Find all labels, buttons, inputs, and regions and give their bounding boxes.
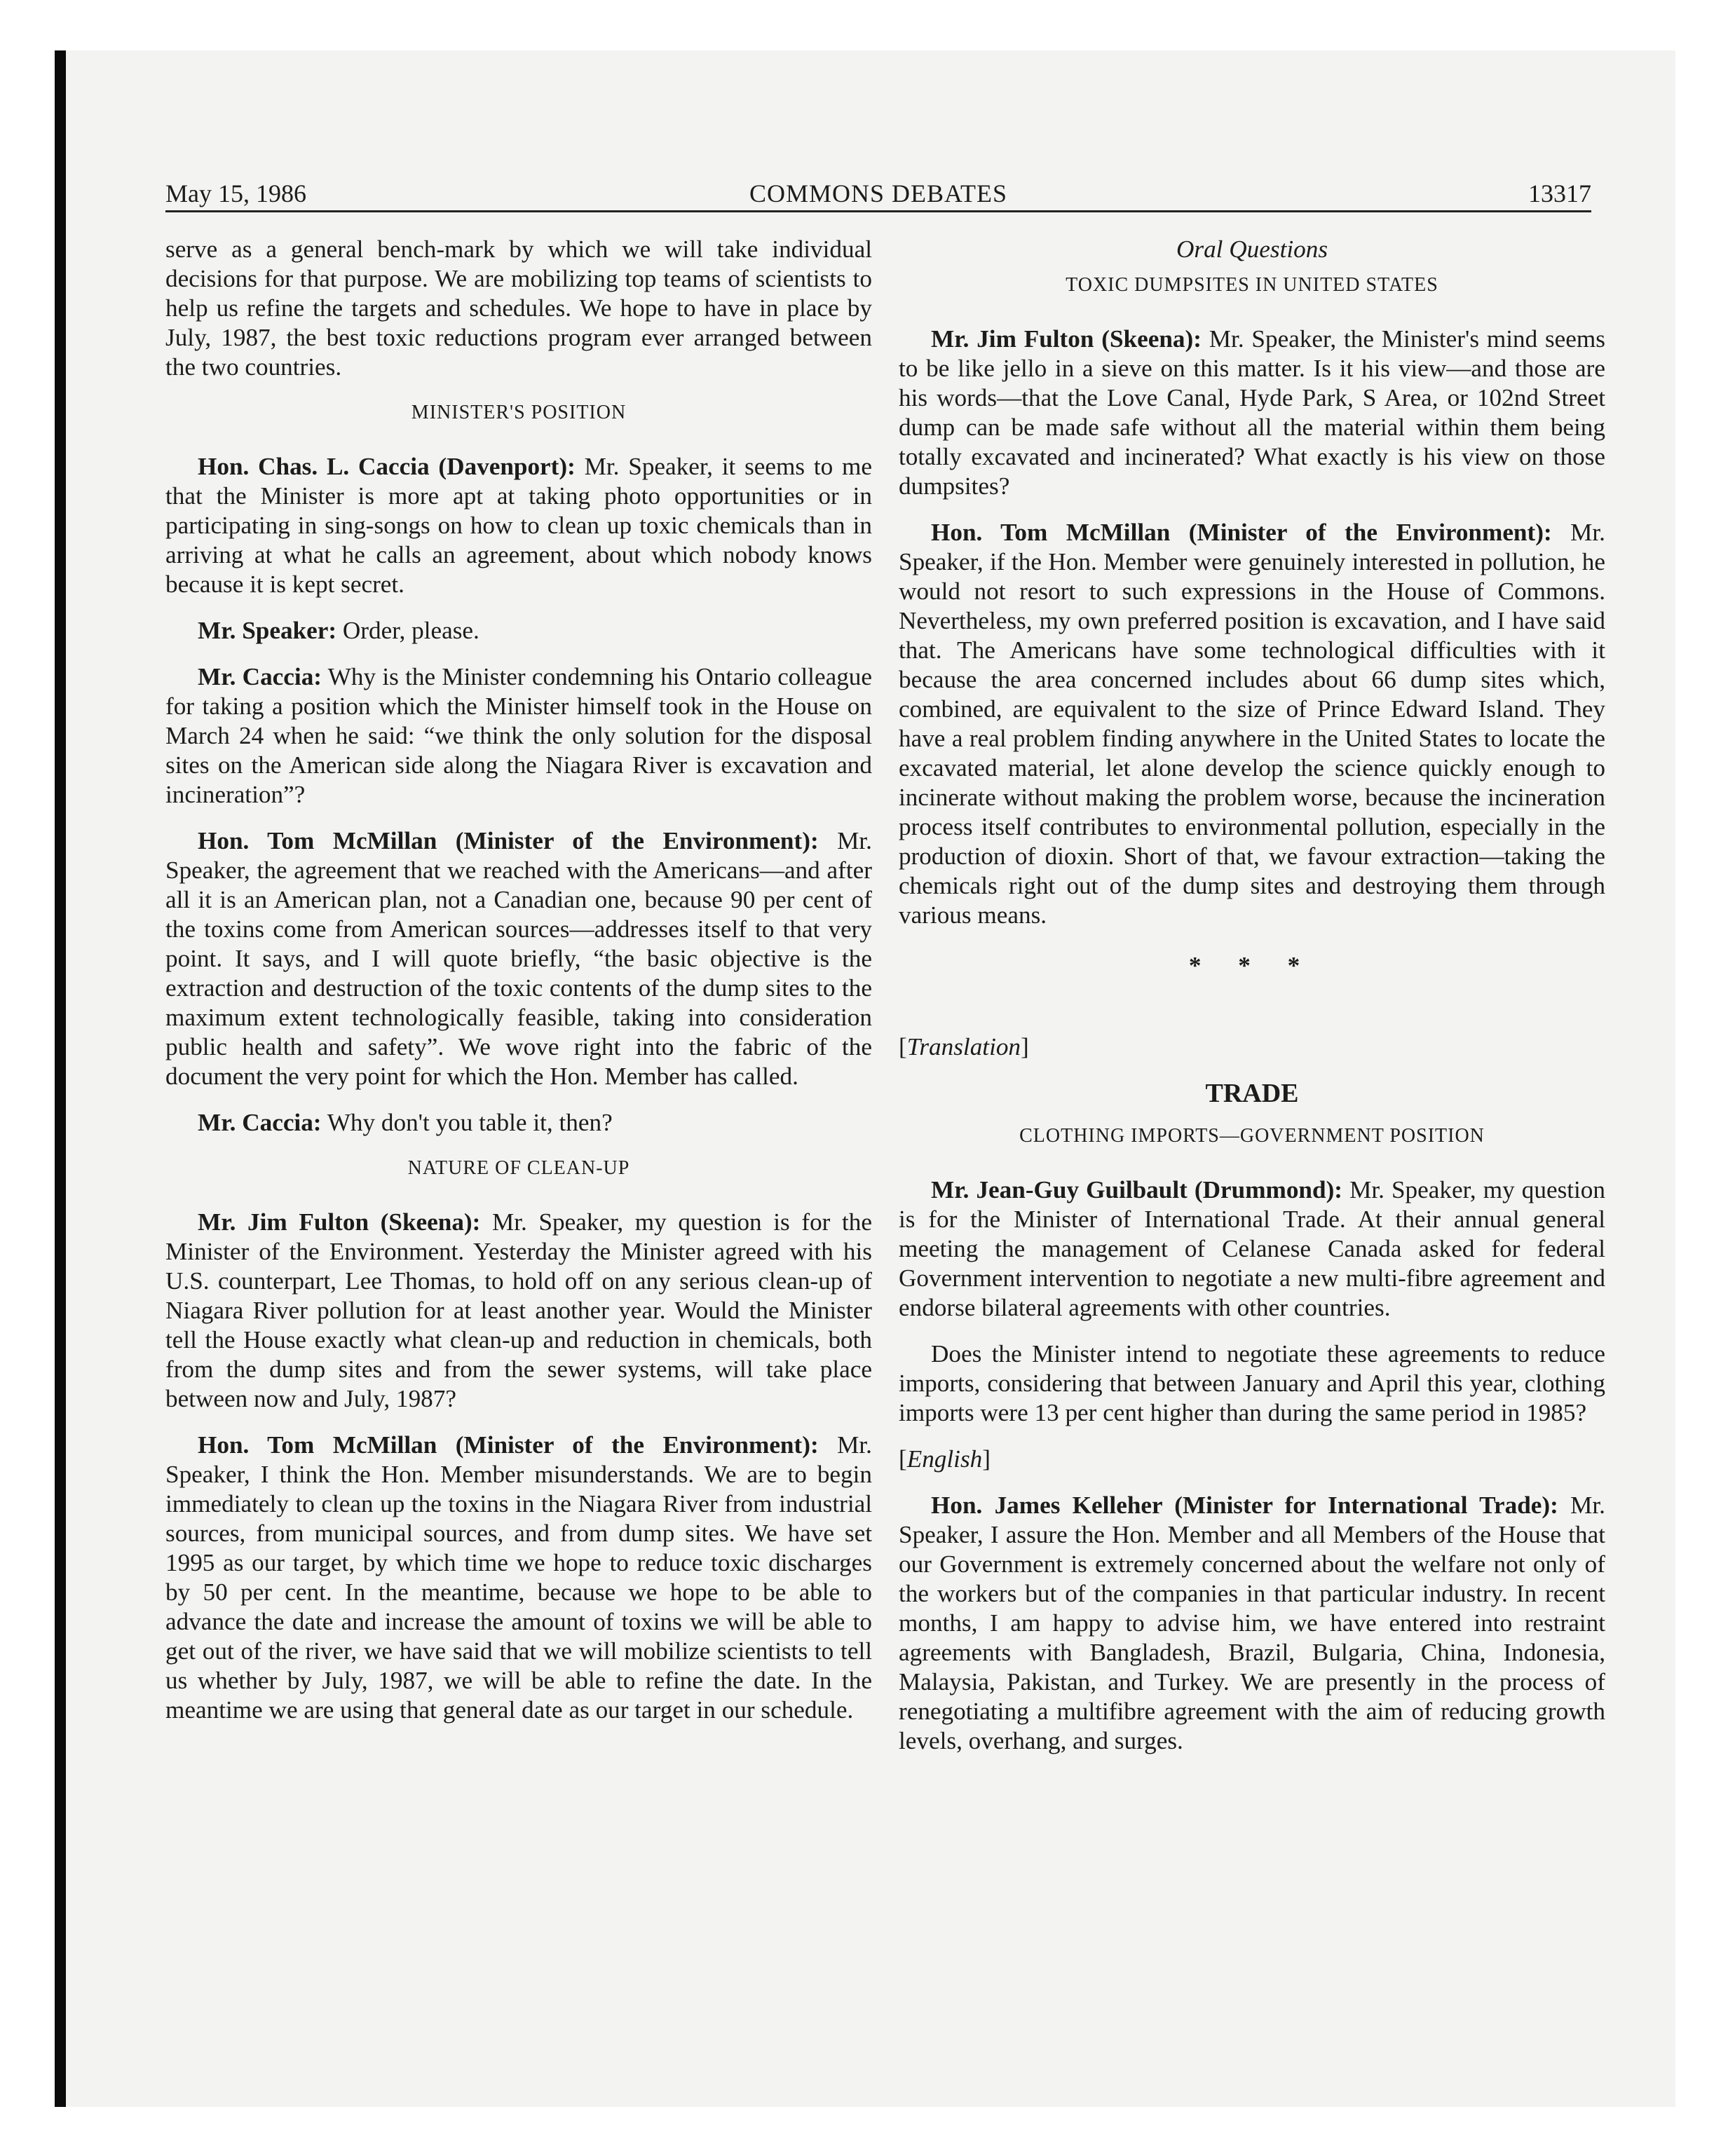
paragraph-caccia-1	[165, 452, 872, 599]
paragraph-kelleher	[899, 1491, 1605, 1756]
header-date: May 15, 1986	[165, 179, 306, 207]
speaker-name: Hon. Tom McMillan (Minister of the Environment):	[198, 1431, 819, 1459]
header-page-number: 13317	[1528, 179, 1591, 207]
speech-text: Order, please.	[336, 617, 479, 644]
speech-text: Why is the Minister condemning his Ontario colleague for taking a position which the Minister himself took in the House on March 24 when he said: “we think the only solution for the disposal sites on the American side along the Niagara River is excavation and incineration”?	[165, 663, 872, 808]
paragraph-fulton-2	[899, 325, 1605, 501]
subheading-ministers-position: MINISTER'S POSITION	[411, 402, 627, 423]
speech-text: Mr. Speaker, my question is for the Minister of the Environment. Yesterday the Minister agreed with his U.S. counterpart, Lee Thomas, to hold off on any serious clean-up of Niagara River pollution for at least another year. Would the Minister tell the House exactly what clean-up and reduction in chemicals, both from the dump sites and from the sewer systems, will take place between now and July, 1987?	[165, 1208, 872, 1412]
speaker-name: Hon. James Kelleher (Minister for International Trade):	[931, 1492, 1558, 1519]
binding-edge	[55, 50, 66, 2107]
speaker-name: Mr. Caccia:	[198, 663, 322, 690]
paragraph-mcmillan-3	[899, 518, 1605, 930]
speaker-name: Hon. Chas. L. Caccia (Davenport):	[198, 453, 576, 480]
paragraph-mcmillan-1	[165, 826, 872, 1091]
subheading-nature-of-cleanup: NATURE OF CLEAN-UP	[407, 1157, 630, 1179]
speech-text: Mr. Speaker, the Minister's mind seems to be like jello in a sieve on this matter. Is it his view—and those are his words—that the Love Canal, Hyde Park, S Area, or 102nd Street dump can be made safe without all the material within them being totally excavated and incinerated? What exactly is his view on those dumpsites?	[899, 325, 1605, 500]
speech-text: Mr. Speaker, my question is for the Minister of International Trade. At their annual general meeting the management of Celanese Canada asked for federal Government intervention to negotiate a new multi-fibre agreement and endorse bilateral agreements with other countries.	[899, 1176, 1605, 1321]
paragraph-mcmillan-2	[165, 1431, 872, 1725]
subject-heading-trade: TRADE	[1205, 1079, 1299, 1108]
paragraph-guilbault-2: Does the Minister intend to negotiate these agreements to reduce imports, considering that between January and April this year, clothing imports were 13 per cent higher than during the same period in 1985?	[899, 1340, 1605, 1426]
section-title-oral-questions: Oral Questions	[1176, 236, 1328, 263]
translation-tag: [Translation]	[899, 1033, 1029, 1060]
paragraph-guilbault-1	[899, 1175, 1605, 1323]
running-head	[165, 175, 1591, 212]
speech-text: Mr. Speaker, if the Hon. Member were genuinely interested in pollution, he would not resort to such expressions in the House of Commons. Nevertheless, my own preferred position is excavation, and I have said that. The Americans have some technological difficulties with it because the area concerned includes about 66 dump sites which, combined, are equivalent to the size of Prince Edward Island. They have a real problem finding anywhere in the United States to locate the excavated material, let alone develop the science quickly enough to incinerate without making the problem worse, because the incineration process itself contributes to environmental pollution, especially in the production of dioxin. Short of that, we favour extraction—taking the chemicals right out of the dump sites and destroying them through various means.	[899, 519, 1605, 929]
speech-text: Mr. Speaker, I think the Hon. Member misunderstands. We are to begin immediately to clean up the toxins in the Niagara River from industrial sources, from municipal sources, and from dump sites. We have set 1995 as our target, by which time we hope to reduce toxic discharges by 50 per cent. In the meantime, because we hope to be able to advance the date and increase the amount of toxins we will be able to get out of the river, we have said that we will mobilize scientists to tell us whether by July, 1987, we will be able to refine the date. In the meantime we are using that general date as our target in our schedule.	[165, 1431, 872, 1724]
subheading-toxic-dumpsites: TOXIC DUMPSITES IN UNITED STATES	[1066, 274, 1438, 296]
speaker-name: Mr. Jim Fulton (Skeena):	[931, 325, 1202, 353]
paragraph-caccia-2	[165, 662, 872, 810]
english-label: English	[906, 1445, 983, 1473]
speech-text: Mr. Speaker, I assure the Hon. Member and all Members of the House that our Government is extremely concerned about the welfare not only of the workers but of the companies in that particular industry. In recent months, I am happy to advise him, we have entered into restraint agreements with Bangladesh, Brazil, Bulgaria, China, Indonesia, Malaysia, Pakistan, and Turkey. We are presently in the process of renegotiating a multifibre agreement with the aim of reducing growth levels, overhang, and surges.	[899, 1492, 1605, 1754]
speaker-name: Mr. Jim Fulton (Skeena):	[198, 1208, 481, 1236]
paragraph-caccia-3	[165, 1108, 872, 1138]
header-rule	[165, 210, 1591, 212]
speaker-name: Hon. Tom McMillan (Minister of the Environment):	[198, 827, 819, 854]
translation-label: Translation	[906, 1033, 1021, 1060]
speaker-name: Mr. Speaker:	[198, 617, 337, 644]
speech-text: Why don't you table it, then?	[321, 1109, 613, 1136]
speaker-name: Hon. Tom McMillan (Minister of the Environment):	[931, 519, 1552, 546]
paragraph-speaker-order	[165, 616, 872, 646]
speaker-name: Mr. Caccia:	[198, 1109, 322, 1136]
speech-text: Mr. Speaker, it seems to me that the Minister is more apt at taking photo opportunities or in participating in sing-songs on how to clean up toxic chemicals than in arriving at what he calls an agreement, about which nobody knows because it is kept secret.	[165, 453, 873, 598]
speaker-name: Mr. Jean-Guy Guilbault (Drummond):	[931, 1176, 1343, 1203]
left-column	[165, 235, 872, 1742]
subheading-clothing-imports: CLOTHING IMPORTS—GOVERNMENT POSITION	[1019, 1125, 1485, 1147]
speech-text: Mr. Speaker, the agreement that we reached with the Americans—and after all it is an American plan, not a Canadian one, because 90 per cent of the toxins come from American sources—addresses itself to that very point. It says, and I will quote briefly, “the basic objective is the extraction and destruction of the toxic contents of the dump sites to the maximum extent technologically feasible, taking into consideration public health and safety”. We wove right into the fabric of the document the very point for which the Hon. Member has called.	[165, 827, 872, 1090]
english-tag: [English]	[899, 1445, 991, 1473]
paragraph-fulton-1	[165, 1208, 872, 1414]
paragraph-continuation: serve as a general bench-mark by which we will take individual decisions for that purpose. We are mobilizing top teams of scientists to help us refine the targets and schedules. We hope to have in place by July, 1987, the best toxic reductions program ever arranged between the two countries.	[165, 236, 872, 381]
header-title: COMMONS DEBATES	[749, 179, 1008, 207]
right-column	[899, 235, 1605, 1773]
section-separator: * * *	[1188, 952, 1316, 979]
